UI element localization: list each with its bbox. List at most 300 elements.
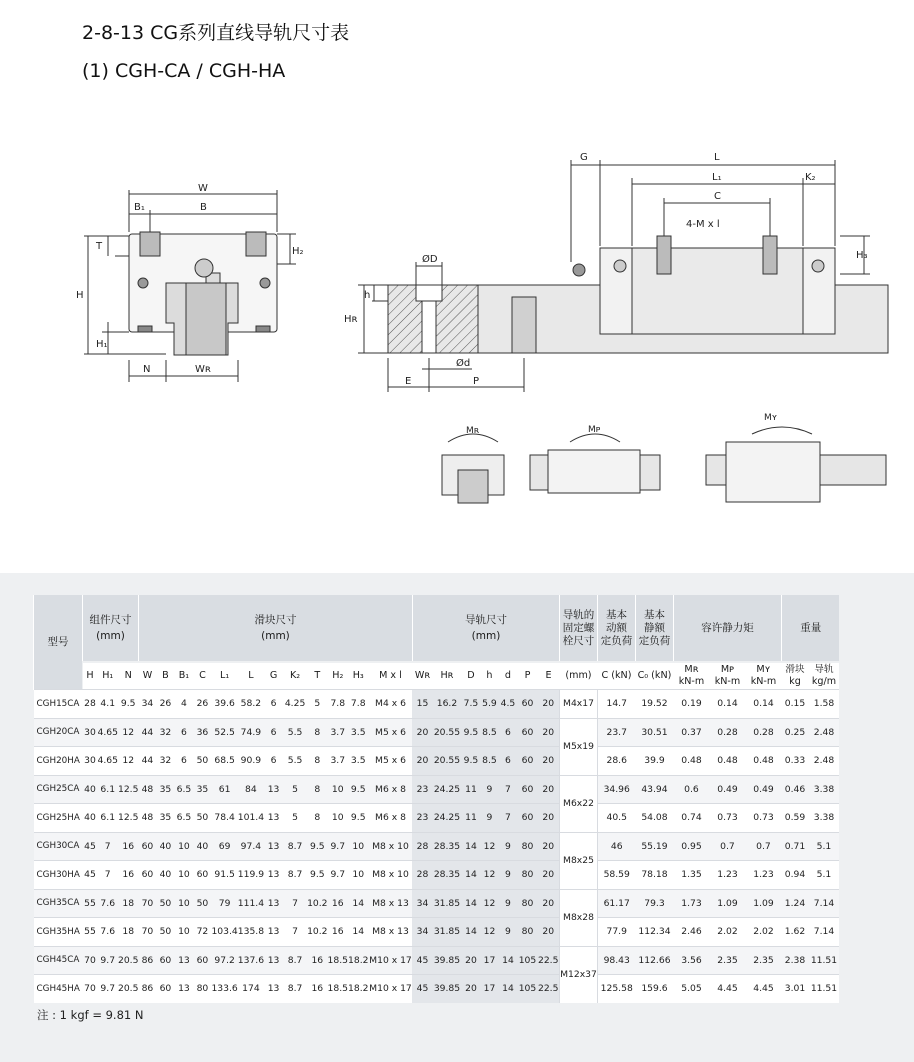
table-cell: 10 (348, 832, 368, 861)
table-cell: 26 (193, 690, 211, 719)
table-cell: 7 (283, 918, 307, 947)
table-cell: 5.05 (673, 975, 709, 1003)
table-cell: 3.7 (328, 747, 348, 776)
table-cell: 119.9 (238, 861, 264, 890)
table-cell: 103.4 (211, 918, 237, 947)
table-cell: 34.96 (597, 775, 635, 804)
table-cell: M6 x 8 (368, 775, 412, 804)
table-cell: 20 (537, 861, 559, 890)
table-cell: 5 (283, 775, 307, 804)
table-cell: 28.6 (597, 747, 635, 776)
svg-text:E: E (405, 376, 412, 387)
table-cell: 9.5 (118, 690, 138, 719)
table-cell: 20.55 (432, 718, 461, 747)
table-cell: 35 (193, 775, 211, 804)
table-cell: 20 (537, 775, 559, 804)
table-cell: 2.35 (745, 946, 781, 975)
table-cell: 9 (498, 861, 517, 890)
table-cell: 50 (193, 889, 211, 918)
svg-text:Mʏ: Mʏ (764, 413, 778, 423)
table-cell: 20 (537, 747, 559, 776)
table-cell: 34 (412, 889, 432, 918)
sub-header-cell: Wʀ (412, 662, 432, 690)
sub-header-cell: C (kN) (597, 662, 635, 690)
table-cell: 11 (461, 775, 480, 804)
table-cell: 24.25 (432, 804, 461, 833)
hdr-static-load: 基本 静额 定负荷 (635, 595, 673, 662)
table-cell: 0.94 (781, 861, 808, 890)
table-cell: 20 (537, 690, 559, 719)
table-cell: 70 (138, 918, 156, 947)
sub-header-row (34, 662, 840, 690)
sub-header-cell: B₁ (174, 662, 193, 690)
table-cell: 111.4 (238, 889, 264, 918)
table-cell: 20 (412, 747, 432, 776)
hdr-weight: 重量 (781, 595, 839, 662)
table-cell: 8 (307, 804, 327, 833)
table-cell: M8 x 13 (368, 918, 412, 947)
table-cell: 4.65 (98, 718, 118, 747)
sub-header-cell: C (193, 662, 211, 690)
table-cell: CGH35CA (34, 889, 83, 918)
table-cell: 1.23 (745, 861, 781, 890)
svg-text:4-M x l: 4-M x l (686, 219, 720, 230)
table-cell: 60 (517, 775, 537, 804)
table-cell: 6 (498, 747, 517, 776)
table-cell: 0.71 (781, 832, 808, 861)
table-cell: CGH45CA (34, 946, 83, 975)
table-cell: 8.5 (480, 747, 498, 776)
table-cell: 9.5 (461, 718, 480, 747)
table-cell: 16 (328, 918, 348, 947)
table-cell: 13 (174, 975, 193, 1003)
table-cell: 45 (83, 861, 98, 890)
table-cell: 20 (537, 832, 559, 861)
table-cell: 40 (193, 832, 211, 861)
table-cell: 54.08 (635, 804, 673, 833)
table-cell: 13 (264, 946, 283, 975)
table-cell: M4x17 (559, 690, 597, 719)
table-cell: 20.55 (432, 747, 461, 776)
table-cell: 0.37 (673, 718, 709, 747)
table-cell: 20 (537, 718, 559, 747)
table-cell: 30 (83, 718, 98, 747)
svg-text:L: L (714, 152, 720, 163)
table-cell: 6 (264, 718, 283, 747)
table-cell: 8.7 (283, 975, 307, 1003)
sub-header-cell: C₀ (kN) (635, 662, 673, 690)
table-cell: 80 (517, 861, 537, 890)
unit-note: 注 : 1 kgf = 9.81 N (37, 1008, 144, 1022)
table-cell: 0.14 (745, 690, 781, 719)
table-cell: 6 (174, 718, 193, 747)
table-cell: 80 (517, 889, 537, 918)
table-cell: 2.48 (808, 718, 839, 747)
table-cell: 80 (517, 832, 537, 861)
table-cell: 0.59 (781, 804, 808, 833)
table-cell: 97.2 (211, 946, 237, 975)
table-cell: 7.6 (98, 918, 118, 947)
table-cell: 79 (211, 889, 237, 918)
sub-header-cell: E (537, 662, 559, 690)
sub-header-cell: H (83, 662, 98, 690)
table-row (34, 832, 840, 861)
table-cell: CGH30CA (34, 832, 83, 861)
table-cell: 1.23 (709, 861, 745, 890)
svg-text:Ød: Ød (456, 358, 471, 369)
table-cell: 44 (138, 718, 156, 747)
table-cell: 10 (348, 861, 368, 890)
table-cell: 4.1 (98, 690, 118, 719)
table-cell: 10.2 (307, 918, 327, 947)
table-cell: 9.7 (328, 861, 348, 890)
table-cell: 11.51 (808, 975, 839, 1003)
table-cell: 86 (138, 975, 156, 1003)
table-cell: 68.5 (211, 747, 237, 776)
table-cell: 28 (412, 832, 432, 861)
table-cell: CGH20HA (34, 747, 83, 776)
sub-header-cell: W (138, 662, 156, 690)
table-cell: 9.7 (98, 975, 118, 1003)
table-cell: 0.74 (673, 804, 709, 833)
svg-text:ØD: ØD (422, 254, 438, 265)
table-cell: 10 (328, 775, 348, 804)
table-cell: 79.3 (635, 889, 673, 918)
table-cell: 55.19 (635, 832, 673, 861)
table-cell: 5.5 (283, 747, 307, 776)
table-cell: 50 (156, 918, 174, 947)
table-cell: 18.2 (348, 975, 368, 1003)
svg-text:G: G (580, 152, 588, 163)
table-cell: 23.7 (597, 718, 635, 747)
table-cell: M8x25 (559, 832, 597, 889)
table-cell: 12.5 (118, 804, 138, 833)
table-row (34, 804, 840, 833)
svg-text:N: N (143, 364, 151, 375)
table-cell: CGH20CA (34, 718, 83, 747)
table-cell: 8 (307, 718, 327, 747)
table-cell: 1.35 (673, 861, 709, 890)
table-cell: M8 x 13 (368, 889, 412, 918)
table-cell: 61.17 (597, 889, 635, 918)
table-cell: 9.7 (328, 832, 348, 861)
table-cell: 2.48 (808, 747, 839, 776)
table-cell: 2.38 (781, 946, 808, 975)
table-cell: 80 (193, 975, 211, 1003)
table-cell: 98.43 (597, 946, 635, 975)
sub-header-cell: M x l (368, 662, 412, 690)
table-cell: M6 x 8 (368, 804, 412, 833)
sub-header-cell: B (156, 662, 174, 690)
spec-table (33, 595, 839, 1003)
sub-header-cell: Mʏ kN-m (745, 662, 781, 690)
table-cell: M10 x 17 (368, 975, 412, 1003)
table-cell: 5 (307, 690, 327, 719)
table-cell: 12 (480, 832, 498, 861)
table-cell: M4 x 6 (368, 690, 412, 719)
svg-text:Hʀ: Hʀ (344, 314, 358, 325)
table-cell: 5 (283, 804, 307, 833)
table-cell: 39.85 (432, 946, 461, 975)
table-cell: 20 (412, 718, 432, 747)
table-cell: 35 (156, 775, 174, 804)
table-cell: 10 (174, 918, 193, 947)
sub-header-cell: P (517, 662, 537, 690)
table-cell: 32 (156, 747, 174, 776)
table-cell: 4.5 (498, 690, 517, 719)
sub-header-cell: T (307, 662, 327, 690)
svg-text:Wʀ: Wʀ (195, 364, 211, 375)
table-cell: 159.6 (635, 975, 673, 1003)
table-cell: 8.5 (480, 718, 498, 747)
table-cell: 137.6 (238, 946, 264, 975)
table-cell: 14 (348, 918, 368, 947)
table-cell: 13 (264, 861, 283, 890)
table-cell: 10 (328, 804, 348, 833)
table-cell: 9.5 (307, 861, 327, 890)
table-cell: 13 (264, 975, 283, 1003)
table-cell: 0.33 (781, 747, 808, 776)
table-cell: 60 (156, 946, 174, 975)
table-cell: 13 (174, 946, 193, 975)
sub-header-cell: Mᴘ kN-m (709, 662, 745, 690)
svg-text:Mʀ: Mʀ (466, 426, 480, 436)
sub-header-cell: Mʀ kN-m (673, 662, 709, 690)
table-cell: CGH35HA (34, 918, 83, 947)
table-row (34, 946, 840, 975)
hdr-rail-bolt: 导轨的 固定螺 栓尺寸 (559, 595, 597, 662)
table-cell: 28.35 (432, 861, 461, 890)
table-cell: 61 (211, 775, 237, 804)
table-cell: 55 (83, 918, 98, 947)
svg-text:C: C (714, 191, 721, 202)
table-cell: 45 (412, 946, 432, 975)
table-cell: 22.5 (537, 975, 559, 1003)
table-cell: 6 (498, 718, 517, 747)
svg-text:L₁: L₁ (712, 172, 722, 183)
table-cell: 105 (517, 975, 537, 1003)
svg-text:W: W (198, 183, 208, 194)
table-cell: 3.38 (808, 775, 839, 804)
table-cell: 0.28 (745, 718, 781, 747)
table-cell: 20 (461, 946, 480, 975)
table-cell: 70 (83, 946, 98, 975)
table-cell: 12 (118, 718, 138, 747)
table-cell: 31.85 (432, 889, 461, 918)
hdr-moment: 容许静力矩 (673, 595, 781, 662)
table-cell: 112.66 (635, 946, 673, 975)
table-cell: 7.6 (98, 889, 118, 918)
table-cell: 30.51 (635, 718, 673, 747)
table-cell: 20 (537, 918, 559, 947)
table-cell: M5 x 6 (368, 747, 412, 776)
table-cell: 39.85 (432, 975, 461, 1003)
table-cell: 24.25 (432, 775, 461, 804)
sub-header-cell: H₁ (98, 662, 118, 690)
table-cell: 12.5 (118, 775, 138, 804)
table-cell: CGH30HA (34, 861, 83, 890)
table-cell: 6.5 (174, 775, 193, 804)
table-cell: 3.5 (348, 718, 368, 747)
table-cell: 7 (498, 775, 517, 804)
table-cell: 9.5 (348, 804, 368, 833)
sub-header-cell: D (461, 662, 480, 690)
table-cell: 1.58 (808, 690, 839, 719)
table-cell: 60 (517, 690, 537, 719)
table-cell: 39.9 (635, 747, 673, 776)
table-cell: 5.1 (808, 832, 839, 861)
table-cell: 14 (498, 975, 517, 1003)
table-cell: 14.7 (597, 690, 635, 719)
table-row (34, 918, 840, 947)
table-cell: 40 (83, 775, 98, 804)
table-cell: 125.58 (597, 975, 635, 1003)
table-cell: M10 x 17 (368, 946, 412, 975)
table-cell: 0.25 (781, 718, 808, 747)
moment-labels (466, 413, 777, 436)
sub-header-cell: G (264, 662, 283, 690)
table-cell: 16.2 (432, 690, 461, 719)
table-cell: 43.94 (635, 775, 673, 804)
table-cell: CGH45HA (34, 975, 83, 1003)
sub-header-cell: h (480, 662, 498, 690)
sub-header-cell: H₂ (328, 662, 348, 690)
spec-table-body (34, 690, 840, 1003)
table-cell: 7.8 (328, 690, 348, 719)
table-cell: 35 (156, 804, 174, 833)
table-cell: 15 (412, 690, 432, 719)
table-cell: 3.5 (348, 747, 368, 776)
table-cell: CGH25CA (34, 775, 83, 804)
table-cell: 19.52 (635, 690, 673, 719)
table-cell: 16 (307, 946, 327, 975)
table-cell: 4.45 (709, 975, 745, 1003)
table-cell: 3.38 (808, 804, 839, 833)
table-cell: 3.7 (328, 718, 348, 747)
table-row (34, 889, 840, 918)
table-cell: 0.95 (673, 832, 709, 861)
table-cell: 13 (264, 832, 283, 861)
page-subtitle: (1) CGH-CA / CGH-HA (82, 60, 286, 82)
sub-header-cell: N (118, 662, 138, 690)
table-cell: 12 (480, 861, 498, 890)
table-row (34, 861, 840, 890)
table-cell: 9.5 (348, 775, 368, 804)
table-cell: 13 (264, 804, 283, 833)
table-cell: 20 (537, 889, 559, 918)
table-cell: 11 (461, 804, 480, 833)
table-cell: 6 (264, 690, 283, 719)
table-cell: 9 (498, 889, 517, 918)
table-cell: 20 (461, 975, 480, 1003)
table-cell: 84 (238, 775, 264, 804)
table-cell: 12 (480, 889, 498, 918)
svg-text:H: H (76, 290, 84, 301)
table-cell: 8.7 (283, 832, 307, 861)
table-cell: 9 (498, 832, 517, 861)
table-cell: 20 (537, 804, 559, 833)
table-cell: 0.73 (745, 804, 781, 833)
sub-header-cell: 导轨 kg/m (808, 662, 839, 690)
spec-table-section (0, 573, 914, 1062)
table-cell: 0.48 (673, 747, 709, 776)
table-cell: 26 (156, 690, 174, 719)
table-cell: 9 (498, 918, 517, 947)
table-cell: 18.2 (348, 946, 368, 975)
svg-text:H₃: H₃ (856, 250, 868, 261)
table-cell: 10 (174, 832, 193, 861)
table-cell: 60 (517, 718, 537, 747)
table-cell: 91.5 (211, 861, 237, 890)
table-cell: 0.46 (781, 775, 808, 804)
table-cell: 0.49 (709, 775, 745, 804)
table-cell: 50 (193, 747, 211, 776)
table-cell: 36 (193, 718, 211, 747)
table-cell: 50 (193, 804, 211, 833)
table-cell: 48 (138, 804, 156, 833)
table-cell: 12 (118, 747, 138, 776)
table-cell: 16 (307, 975, 327, 1003)
table-cell: 1.09 (745, 889, 781, 918)
hdr-block: 滑块尺寸 (mm) (138, 595, 412, 662)
table-cell: 28 (83, 690, 98, 719)
table-cell: 60 (517, 747, 537, 776)
table-cell: 45 (412, 975, 432, 1003)
table-cell: 105 (517, 946, 537, 975)
table-cell: 5.5 (283, 718, 307, 747)
table-cell: 13 (264, 889, 283, 918)
table-cell: 1.24 (781, 889, 808, 918)
table-cell: 60 (138, 861, 156, 890)
table-cell: 72 (193, 918, 211, 947)
table-cell: M6x22 (559, 775, 597, 832)
table-cell: 13 (264, 918, 283, 947)
table-cell: 10 (174, 861, 193, 890)
table-cell: 18 (118, 889, 138, 918)
table-cell: 14 (348, 889, 368, 918)
table-cell: 7 (98, 861, 118, 890)
table-cell: 20.5 (118, 975, 138, 1003)
table-cell: 5.1 (808, 861, 839, 890)
table-cell: 9.5 (461, 747, 480, 776)
svg-text:T: T (96, 241, 103, 252)
page-title: 2-8-13 CG系列直线导轨尺寸表 (82, 22, 350, 44)
table-cell: 7 (98, 832, 118, 861)
table-cell: 6.1 (98, 775, 118, 804)
table-cell: 70 (83, 975, 98, 1003)
table-cell: 9 (480, 775, 498, 804)
sub-header-cell: 滑块 kg (781, 662, 808, 690)
table-cell: 3.56 (673, 946, 709, 975)
table-cell: 0.73 (709, 804, 745, 833)
front-view (84, 190, 296, 382)
svg-text:H₂: H₂ (292, 246, 304, 257)
sub-header-cell: (mm) (559, 662, 597, 690)
table-cell: 78.18 (635, 861, 673, 890)
table-cell: 6 (174, 747, 193, 776)
table-cell: 1.73 (673, 889, 709, 918)
svg-text:P: P (473, 376, 480, 387)
table-cell: 5.9 (480, 690, 498, 719)
table-cell: 0.7 (709, 832, 745, 861)
table-cell: 23 (412, 804, 432, 833)
table-cell: 2.02 (709, 918, 745, 947)
table-cell: 22.5 (537, 946, 559, 975)
table-cell: 7 (283, 889, 307, 918)
table-cell: 58.2 (238, 690, 264, 719)
table-cell: 0.6 (673, 775, 709, 804)
sub-header-cell: L₁ (211, 662, 237, 690)
